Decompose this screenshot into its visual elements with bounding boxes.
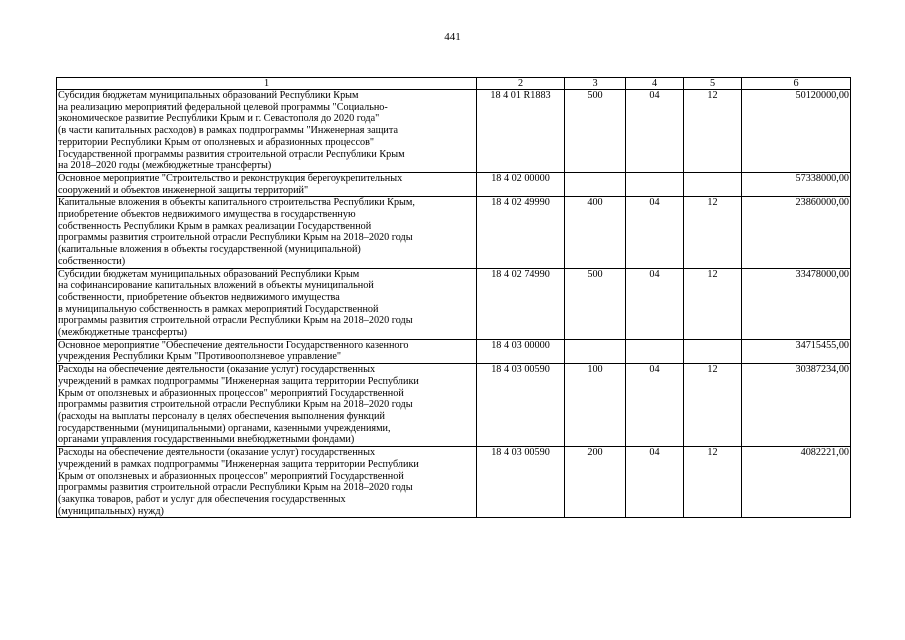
row-expense-type: 500 bbox=[565, 268, 626, 339]
row-name: Основное мероприятие "Обеспечение деятельности Государственного казенного учреждения Республики Крым "Противооползневое управление" bbox=[57, 339, 477, 363]
header-col-6: 6 bbox=[742, 78, 851, 90]
header-col-1: 1 bbox=[57, 78, 477, 90]
row-expense-type: 400 bbox=[565, 197, 626, 268]
table-body bbox=[57, 90, 851, 518]
row-section: 04 bbox=[626, 364, 684, 447]
row-expense-type: 500 bbox=[565, 90, 626, 173]
row-subsection: 12 bbox=[684, 447, 742, 518]
row-expense-type: 200 bbox=[565, 447, 626, 518]
table-row bbox=[57, 172, 851, 196]
header-col-3: 3 bbox=[565, 78, 626, 90]
row-section: 04 bbox=[626, 447, 684, 518]
row-name: Основное мероприятие "Строительство и реконструкция берегоукрепительных сооружений и объектов инженерной защиты территорий" bbox=[57, 172, 477, 196]
row-name: Расходы на обеспечение деятельности (оказание услуг) государственных учреждений в рамках подпрограммы "Инженерная защита территории Республики Крым от оползневых и абразионных процессов" мероприятий Государственной программы развития строительной отрасли Республики Крым на 2018–2020 годы (закупка товаров, работ и услуг для обеспечения государственных (муниципальных) нужд) bbox=[57, 447, 477, 518]
header-col-4: 4 bbox=[626, 78, 684, 90]
row-amount: 23860000,00 bbox=[742, 197, 851, 268]
row-section: 04 bbox=[626, 197, 684, 268]
table-row bbox=[57, 447, 851, 518]
table-row bbox=[57, 90, 851, 173]
table-header bbox=[57, 78, 851, 90]
row-subsection bbox=[684, 339, 742, 363]
row-subsection: 12 bbox=[684, 90, 742, 173]
row-name: Расходы на обеспечение деятельности (оказание услуг) государственных учреждений в рамках подпрограммы "Инженерная защита территории Республики Крым от оползневых и абразионных процессов" мероприятий Государственной программы развития строительной отрасли Республики Крым на 2018–2020 годы (расходы на выплаты персоналу в целях обеспечения выполнения функций государственными (муниципальными) органами, казенными учреждениями, органами управления государственными внебюджетными фондами) bbox=[57, 364, 477, 447]
budget-table bbox=[56, 77, 851, 518]
row-section: 04 bbox=[626, 268, 684, 339]
row-expense-type bbox=[565, 172, 626, 196]
header-col-2: 2 bbox=[477, 78, 565, 90]
row-section bbox=[626, 172, 684, 196]
row-expense-type bbox=[565, 339, 626, 363]
row-expense-type: 100 bbox=[565, 364, 626, 447]
row-subsection bbox=[684, 172, 742, 196]
row-amount: 57338000,00 bbox=[742, 172, 851, 196]
row-subsection: 12 bbox=[684, 197, 742, 268]
row-target-code: 18 4 01 R1883 bbox=[477, 90, 565, 173]
row-target-code: 18 4 03 00590 bbox=[477, 447, 565, 518]
table-row bbox=[57, 268, 851, 339]
row-section: 04 bbox=[626, 90, 684, 173]
row-subsection: 12 bbox=[684, 364, 742, 447]
row-amount: 50120000,00 bbox=[742, 90, 851, 173]
row-amount: 4082221,00 bbox=[742, 447, 851, 518]
row-target-code: 18 4 03 00000 bbox=[477, 339, 565, 363]
table-row bbox=[57, 197, 851, 268]
row-target-code: 18 4 03 00590 bbox=[477, 364, 565, 447]
page-number: 441 bbox=[444, 31, 461, 43]
row-amount: 34715455,00 bbox=[742, 339, 851, 363]
row-amount: 30387234,00 bbox=[742, 364, 851, 447]
table-row bbox=[57, 364, 851, 447]
row-target-code: 18 4 02 74990 bbox=[477, 268, 565, 339]
row-section bbox=[626, 339, 684, 363]
row-target-code: 18 4 02 49990 bbox=[477, 197, 565, 268]
row-target-code: 18 4 02 00000 bbox=[477, 172, 565, 196]
row-name: Капитальные вложения в объекты капитального строительства Республики Крым, приобретение объектов недвижимого имущества в государственную собственность Республики Крым в рамках реализации Государственной программы развития строительной отрасли Республики Крым на 2018–2020 годы (капитальные вложения в объекты государственной (муниципальной) собственности) bbox=[57, 197, 477, 268]
row-name: Субсидии бюджетам муниципальных образований Республики Крым на софинансирование капитальных вложений в объекты муниципальной собственности, приобретение объектов недвижимого имущества в муниципальную собственность в рамках мероприятий Государственной программы развития строительной отрасли Республики Крым на 2018–2020 годы (межбюджетные трансферты) bbox=[57, 268, 477, 339]
row-name: Субсидия бюджетам муниципальных образований Республики Крым на реализацию мероприятий федеральной целевой программы "Социально- экономическое развитие Республики Крым и г. Севастополя до 2020 года" (в части капитальных расходов) в рамках подпрограммы "Инженерная защита территории Республики Крым от оползневых и абразионных процессов" Государственной программы развития строительной отрасли Республики Крым на 2018–2020 годы (межбюджетные трансферты) bbox=[57, 90, 477, 173]
row-amount: 33478000,00 bbox=[742, 268, 851, 339]
header-col-5: 5 bbox=[684, 78, 742, 90]
header-row bbox=[57, 78, 851, 90]
table-row bbox=[57, 339, 851, 363]
row-subsection: 12 bbox=[684, 268, 742, 339]
